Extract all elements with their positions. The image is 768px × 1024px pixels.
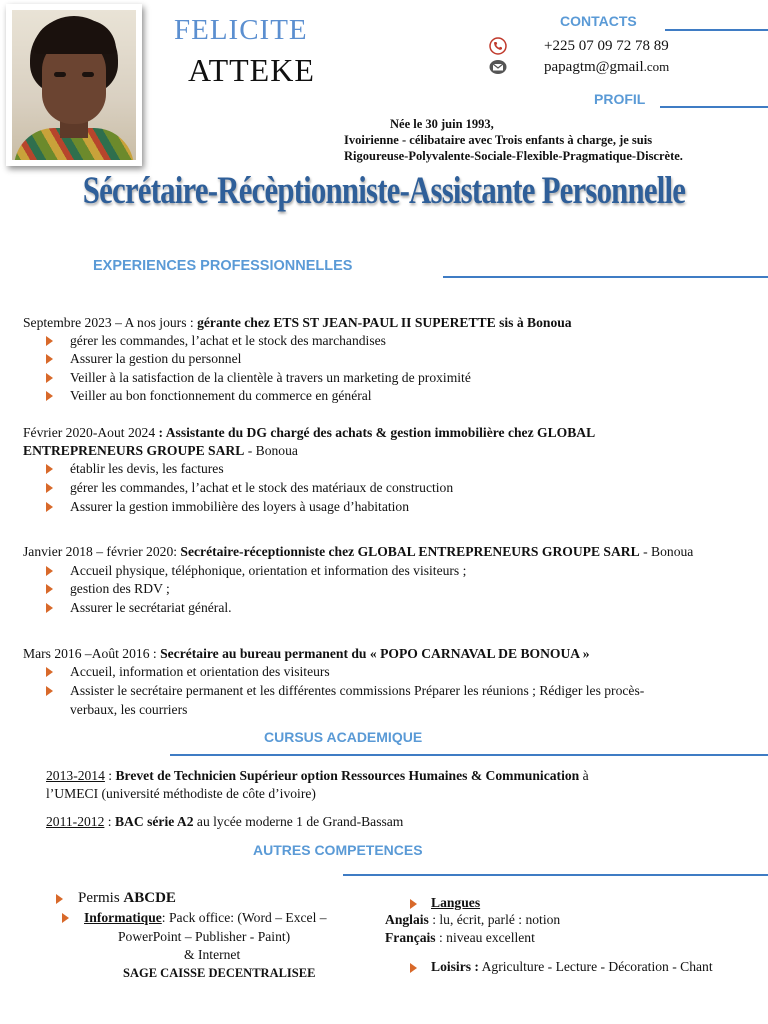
experience-2-header [23,424,595,442]
experience-3-task-2: gestion des RDV ; [70,581,170,596]
experience-2-task-1: établir les devis, les factures [70,461,224,476]
job-title: Sécrétaire-Récèptionniste-Assistante Personnelle [82,169,686,212]
email-icon [489,59,507,80]
experience-2-role: : Assistante du DG chargé des achats & gestion immobilière chez GLOBAL [158,425,596,440]
email-main: papagtm@gmail [544,59,644,75]
experience-1-task-2: Assurer la gestion du personnel [70,351,242,366]
profil-line-1: Née le 30 juin 1993, [390,117,494,131]
bullet-icon [46,354,53,364]
phone-icon [489,37,507,60]
last-name: ATTEKE [188,52,315,88]
contacts-rule [665,29,768,31]
experience-1-role: gérante chez ETS ST JEAN-PAUL II SUPERETTE sis à Bonoua [197,315,572,330]
loisirs-line [431,958,713,976]
experience-1-task-1: gérer les commandes, l’achat et le stock des marchandises [70,333,386,348]
bullet-icon [46,464,53,474]
permis-label: Permis [78,890,124,906]
cursus-2-diploma: BAC série A2 [114,814,194,829]
experience-1-task-3: Veiller à la satisfaction de la clientèle à travers un marketing de proximité [70,370,471,385]
cursus-2-years: 2011-2012 [46,814,105,829]
experiences-title: EXPERIENCES PROFESSIONNELLES [93,258,353,274]
bullet-icon [410,963,417,973]
experience-2-location: - Bonoua [244,443,298,458]
bullet-icon [46,584,53,594]
cursus-title: CURSUS ACADEMIQUE [264,729,423,745]
bullet-icon [56,894,63,904]
cursus-1-sep: : [104,768,116,783]
experience-3-period: Janvier 2018 – février 2020: [23,544,181,559]
experience-1-task-4: Veiller au bon fonctionnement du commerce en général [70,388,372,403]
bullet-icon [46,373,53,383]
cursus-item-2 [46,813,403,831]
cursus-1-rest: à [579,768,589,783]
loisirs-label: Loisirs : [431,959,479,974]
experience-3-task-1: Accueil physique, téléphonique, orientation et information des visiteurs ; [70,563,467,578]
experience-1-period: Septembre 2023 – A nos jours : [23,315,198,330]
langues-label: Langues [431,895,481,910]
profile-photo-frame [6,4,142,166]
informatique-line-2: PowerPoint – Publisher - Paint) [118,929,291,944]
profil-line-3: Rigoureuse-Polyvalente-Sociale-Flexible-Pragmatique-Discrète. [344,149,683,163]
cursus-rule [170,754,768,756]
anglais-line [385,911,560,929]
profil-title: PROFIL [594,91,646,107]
experience-3-task-3: Assurer le secrétariat général. [70,600,232,615]
experience-4-task-2-cont: verbaux, les courriers [70,702,188,717]
experience-2-period: Février 2020-Aout 2024 [23,425,159,440]
bullet-icon [46,483,53,493]
informatique-line-1 [84,909,327,927]
profile-photo [12,10,136,160]
cursus-2-rest: au lycée moderne 1 de Grand-Bassam [193,814,404,829]
bullet-icon [46,603,53,613]
informatique-label: Informatique [84,910,162,925]
experience-3-role: Secrétaire-réceptionniste chez GLOBAL ENTREPRENEURS GROUPE SARL [180,544,640,559]
phone-number: +225 07 09 72 78 89 [544,38,669,54]
email-address [544,59,669,76]
anglais-label: Anglais [385,912,429,927]
experience-2-header-line-2 [23,442,298,460]
bullet-icon [410,899,417,909]
contacts-title: CONTACTS [560,13,637,29]
bullet-icon [46,336,53,346]
cursus-1-line-2: l’UMECI (université méthodiste de côte d’ivoire) [46,786,316,801]
first-name: FELICITE [174,14,308,46]
permis-value: ABCDE [123,890,176,906]
loisirs-value: Agriculture - Lecture - Décoration - Chant [478,959,713,974]
bullet-icon [46,391,53,401]
experience-4-period: Mars 2016 –Août 2016 : [23,646,161,661]
bullet-icon [46,502,53,512]
email-suffix: .com [643,59,670,74]
experience-3-header [23,543,693,561]
francais-line [385,929,535,947]
cursus-1-years: 2013-2014 [46,768,105,783]
francais-label: Français [385,930,436,945]
experience-2-company: ENTREPRENEURS GROUPE SARL [23,443,245,458]
competences-rule [343,874,768,876]
profil-rule [660,106,768,108]
experience-4-role: Secrétaire au bureau permanent du « POPO CARNAVAL DE BONOUA » [160,646,590,661]
experiences-rule [443,276,768,278]
bullet-icon [46,686,53,696]
permis-line [78,890,176,907]
experience-2-task-2: gérer les commandes, l’achat et le stock des matériaux de construction [70,480,454,495]
bullet-icon [46,667,53,677]
cursus-item-1 [46,767,589,785]
informatique-line-4: SAGE CAISSE DECENTRALISEE [123,966,316,980]
experience-1-header [23,314,572,332]
cursus-1-diploma: Brevet de Technicien Supérieur option Ressources Humaines & Communication [115,768,580,783]
francais-value: : niveau excellent [435,930,535,945]
cursus-2-sep: : [104,814,115,829]
profil-line-2: Ivoirienne - célibataire avec Trois enfants à charge, je suis [344,133,653,147]
informatique-value: : Pack office: (Word – Excel – [161,910,327,925]
informatique-line-3: & Internet [184,947,241,962]
experience-4-header [23,645,590,663]
experience-2-task-3: Assurer la gestion immobilière des loyers à usage d’habitation [70,499,410,514]
competences-title: AUTRES COMPETENCES [253,842,423,858]
experience-4-task-1: Accueil, information et orientation des visiteurs [70,664,330,679]
bullet-icon [46,566,53,576]
experience-3-location: - Bonoua [639,544,694,559]
experience-4-task-2: Assister le secrétaire permanent et les différentes commissions Préparer les réunions ; Rédiger les procès- [70,683,645,698]
anglais-value: : lu, écrit, parlé : notion [428,912,561,927]
bullet-icon [62,913,69,923]
